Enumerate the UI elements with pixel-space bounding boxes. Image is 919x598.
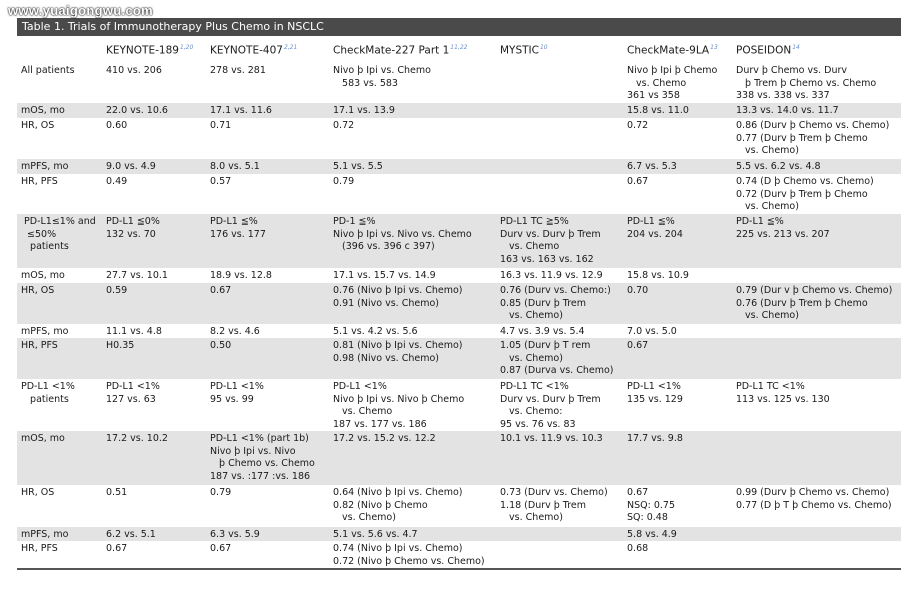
- cell-line: PD-L1 <1%: [627, 381, 681, 392]
- table-cell: [106, 326, 162, 339]
- cell-line: vs. Chemo): [500, 310, 563, 321]
- table-cell: [210, 285, 231, 298]
- cell-line: vs. Chemo: [333, 406, 393, 417]
- table-row: [17, 214, 901, 268]
- cell-line: 11.1 vs. 4.8: [106, 326, 162, 337]
- table-cell: [106, 161, 156, 174]
- table-cell: [210, 216, 266, 241]
- cell-line: 6.3 vs. 5.9: [210, 529, 260, 540]
- header-checkmate-9la: [627, 44, 718, 57]
- cell-line: mPFS, mo: [21, 161, 69, 172]
- table-cell: [500, 340, 613, 378]
- cell-line: 0.81 (Nivo þ Ipi vs. Chemo): [333, 340, 463, 351]
- cell-line: SQ: 0.48: [627, 512, 668, 523]
- cell-line: 0.77 (Durv þ Trem þ Chemo: [736, 132, 868, 144]
- row-label: [21, 285, 54, 298]
- table-cell: [736, 161, 821, 174]
- cell-line: All patients: [21, 65, 75, 76]
- table-cell: [333, 216, 472, 254]
- cell-line: 0.72: [627, 120, 649, 131]
- row-label: [21, 161, 68, 174]
- cell-line: vs. Chemo: [627, 77, 687, 89]
- table-row: [17, 174, 901, 214]
- cell-line: PD-L1 TC <1%: [736, 381, 805, 392]
- table-cell: [210, 340, 231, 353]
- cell-line: 361 vs 358: [627, 90, 680, 101]
- row-label: [21, 487, 54, 500]
- cell-line: 18.9 vs. 12.8: [210, 270, 272, 281]
- table-cell: [627, 176, 648, 189]
- cell-line: mPFS, mo: [21, 326, 69, 337]
- header-label: POSEIDON: [736, 44, 792, 57]
- table-cell: [333, 381, 464, 431]
- cell-line: PD-L1 <1% (part 1b): [210, 433, 309, 444]
- cell-line: 27.7 vs. 10.1: [106, 270, 168, 281]
- table-cell: [210, 270, 272, 283]
- table-cell: [210, 120, 231, 133]
- table-row: [17, 379, 901, 431]
- row-label: [21, 216, 96, 254]
- row-label: [21, 543, 58, 556]
- cell-line: 0.50: [210, 340, 232, 351]
- table-cell: [210, 161, 260, 174]
- cell-line: 338 vs. 338 vs. 337: [736, 90, 830, 101]
- cell-line: Durv þ Chemo vs. Durv: [736, 65, 847, 76]
- cell-line: 0.76 (Durv vs. Chemo:): [500, 285, 611, 296]
- table-row: [17, 324, 901, 338]
- cell-line: þ Trem þ Chemo vs. Chemo: [736, 77, 877, 89]
- cell-line: HR, PFS: [21, 340, 58, 351]
- cell-line: 0.79: [210, 487, 232, 498]
- row-label: [21, 529, 68, 542]
- cell-line: 0.72 (Nivo þ Chemo vs. Chemo): [333, 555, 485, 567]
- table-cell: [333, 270, 436, 283]
- header-keynote-189: [106, 44, 193, 57]
- header-label: KEYNOTE-189: [106, 44, 179, 57]
- table-cell: [210, 487, 231, 500]
- watermark: www.yuaigongwu.com: [8, 3, 154, 18]
- table-cell: [627, 270, 689, 283]
- cell-line: PD-L1 <1%: [106, 381, 160, 392]
- table-row: [17, 527, 901, 541]
- cell-line: 17.1 vs. 11.6: [210, 105, 272, 116]
- table-cell: [106, 270, 168, 283]
- cell-line: 13.3 vs. 14.0 vs. 11.7: [736, 105, 839, 116]
- table-cell: [210, 381, 264, 406]
- table-row: [17, 63, 901, 103]
- cell-line: 0.71: [210, 120, 232, 131]
- cell-line: vs. Chemo): [500, 352, 563, 364]
- table-cell: [106, 65, 162, 78]
- row-label: [21, 433, 65, 446]
- table-cell: [210, 65, 266, 78]
- header-mystic: [500, 44, 548, 57]
- cell-line: 0.77 (D þ T þ Chemo vs. Chemo): [736, 499, 892, 511]
- header-ref: 13: [710, 44, 718, 51]
- cell-line: mPFS, mo: [21, 529, 69, 540]
- table-cell: [210, 105, 272, 118]
- cell-line: H0.35: [106, 340, 135, 351]
- table-cell: [736, 285, 892, 323]
- cell-line: 0.82 (Nivo þ Chemo: [333, 499, 428, 511]
- header-label: KEYNOTE-407: [210, 44, 283, 57]
- table-cell: [736, 176, 874, 214]
- table-cell: [627, 433, 683, 446]
- header-label: MYSTIC: [500, 44, 539, 57]
- table-cell: [333, 543, 485, 568]
- cell-line: 0.72: [333, 120, 355, 131]
- cell-line: 0.60: [106, 120, 128, 131]
- cell-line: Nivo þ Ipi vs. Nivo: [210, 445, 296, 457]
- cell-line: þ Chemo vs. Chemo: [210, 458, 315, 469]
- cell-line: 0.49: [106, 176, 128, 187]
- cell-line: 204 vs. 204: [627, 228, 683, 240]
- table-cell: [736, 216, 830, 241]
- cell-line: 225 vs. 213 vs. 207: [736, 228, 830, 240]
- cell-line: 127 vs. 63: [106, 393, 156, 405]
- table-cell: [333, 326, 418, 339]
- cell-line: Nivo þ Ipi vs. Nivo vs. Chemo: [333, 228, 472, 240]
- cell-line: 135 vs. 129: [627, 393, 683, 405]
- cell-line: 0.59: [106, 285, 128, 296]
- cell-line: 5.1 vs. 5.6 vs. 4.7: [333, 529, 418, 540]
- table-cell: [106, 543, 127, 556]
- cell-line: PD-L1 <1%: [21, 381, 75, 392]
- cell-line: PD-L1 TC <1%: [500, 381, 569, 392]
- table-cell: [500, 487, 608, 525]
- header-label: CheckMate-9LA: [627, 44, 710, 57]
- cell-line: Durv vs. Durv þ Trem: [500, 393, 601, 405]
- table-cell: [627, 285, 648, 298]
- cell-line: vs. Chemo): [500, 512, 563, 523]
- cell-line: 0.79 (Dur v þ Chemo vs. Chemo): [736, 285, 893, 296]
- cell-line: 410 vs. 206: [106, 65, 162, 76]
- cell-line: 0.67: [627, 176, 649, 187]
- table-cell: [106, 176, 127, 189]
- cell-line: NSQ: 0.75: [627, 499, 675, 511]
- header-keynote-407: [210, 44, 297, 57]
- header-ref: 2,21: [283, 44, 298, 51]
- table-cell: [333, 105, 395, 118]
- table-cell: [210, 433, 315, 483]
- table-cell: [333, 529, 418, 542]
- header-checkmate-227: [333, 44, 467, 57]
- cell-line: PD-L1 <1%: [333, 381, 387, 392]
- cell-line: 0.67: [210, 543, 232, 554]
- header-ref: 1,20: [179, 44, 194, 51]
- cell-line: 17.2 vs. 15.2 vs. 12.2: [333, 433, 436, 444]
- table-cell: [333, 176, 354, 189]
- cell-line: 187 vs. 177 vs. 186: [333, 418, 427, 430]
- cell-line: vs. Chemo): [333, 512, 396, 523]
- cell-line: PD-L1 ≦0%: [106, 216, 160, 227]
- cell-line: 0.68: [627, 543, 649, 554]
- cell-line: 17.7 vs. 9.8: [627, 433, 683, 444]
- cell-line: 0.67: [627, 487, 649, 498]
- table-cell: [210, 543, 231, 556]
- cell-line: 0.70: [627, 285, 649, 296]
- table-row: [17, 268, 901, 283]
- cell-line: 0.74 (Nivo þ Ipi vs. Chemo): [333, 543, 463, 554]
- cell-line: HR, OS: [21, 285, 55, 296]
- table-cell: [500, 216, 601, 266]
- cell-line: patients: [21, 393, 69, 405]
- table-cell: [333, 120, 354, 133]
- row-label: [21, 120, 54, 133]
- row-label: [21, 105, 65, 118]
- cell-line: 0.67: [106, 543, 128, 554]
- cell-line: 6.2 vs. 5.1: [106, 529, 156, 540]
- table-cell: [736, 65, 876, 103]
- cell-line: ≤50%: [21, 228, 57, 240]
- cell-line: 0.98 (Nivo vs. Chemo): [333, 352, 439, 364]
- cell-line: 0.57: [210, 176, 232, 187]
- cell-line: 0.79: [333, 176, 355, 187]
- table-cell: [627, 120, 648, 133]
- table-cell: [333, 433, 436, 446]
- cell-line: 0.76 (Durv þ Trem þ Chemo: [736, 297, 868, 309]
- cell-line: patients: [21, 241, 69, 252]
- cell-line: Nivo þ Ipi vs. Nivo þ Chemo: [333, 393, 465, 405]
- table-cell: [106, 105, 168, 118]
- cell-line: 0.99 (Durv þ Chemo vs. Chemo): [736, 487, 890, 498]
- table-row: [17, 283, 901, 324]
- cell-line: 0.87 (Durva vs. Chemo): [500, 365, 614, 376]
- cell-line: 8.2 vs. 4.6: [210, 326, 260, 337]
- cell-line: PD-L1 ≦%: [627, 216, 675, 227]
- cell-line: 0.67: [627, 340, 649, 351]
- table-row: [17, 338, 901, 379]
- cell-line: 0.72 (Durv þ Trem þ Chemo: [736, 188, 868, 200]
- cell-line: vs. Chemo): [736, 310, 799, 321]
- cell-line: 16.3 vs. 11.9 vs. 12.9: [500, 270, 603, 281]
- header-ref: 10: [539, 44, 548, 51]
- cell-line: 176 vs. 177: [210, 228, 266, 240]
- table-cell: [736, 120, 889, 158]
- table-cell: [333, 487, 463, 525]
- cell-line: PD-L1 ≦%: [210, 216, 258, 227]
- table-cell: [106, 381, 160, 406]
- cell-line: PD-L1 ≦%: [736, 216, 784, 227]
- cell-line: PD-1 ≦%: [333, 216, 376, 227]
- table-cell: [333, 340, 463, 365]
- cell-line: 17.1 vs. 15.7 vs. 14.9: [333, 270, 436, 281]
- table-cell: [500, 433, 603, 446]
- cell-line: 278 vs. 281: [210, 65, 266, 76]
- cell-line: 1.18 (Durv þ Trem: [500, 499, 587, 511]
- table-cell: [627, 161, 677, 174]
- cell-line: PD-L1 TC ≧5%: [500, 216, 569, 227]
- table-cell: [106, 340, 134, 353]
- row-label: [21, 340, 58, 353]
- table-row: [17, 159, 901, 174]
- table-cell: [333, 65, 431, 90]
- table-cell: [736, 487, 892, 512]
- cell-line: Durv vs. Durv þ Trem: [500, 228, 601, 240]
- table-cell: [106, 216, 160, 241]
- cell-line: 5.1 vs. 5.5: [333, 161, 383, 172]
- header-ref: 11,22: [450, 44, 468, 51]
- cell-line: PD-L1≤1% and: [21, 216, 96, 227]
- table-cell: [106, 487, 127, 500]
- cell-line: vs. Chemo): [736, 145, 799, 156]
- table-row: [17, 485, 901, 527]
- cell-line: 0.86 (Durv þ Chemo vs. Chemo): [736, 120, 890, 131]
- table-row: [17, 541, 901, 568]
- cell-line: 7.0 vs. 5.0: [627, 326, 677, 337]
- table-cell: [500, 285, 611, 323]
- cell-line: 17.2 vs. 10.2: [106, 433, 168, 444]
- table-cell: [106, 433, 168, 446]
- cell-line: 132 vs. 70: [106, 228, 156, 240]
- table-cell: [333, 285, 463, 310]
- cell-line: (396 vs. 396 c 397): [333, 241, 435, 252]
- table-cell: [627, 543, 648, 556]
- header-label: CheckMate-227 Part 1: [333, 44, 450, 57]
- cell-line: 5.5 vs. 6.2 vs. 4.8: [736, 161, 821, 172]
- cell-line: HR, PFS: [21, 176, 58, 187]
- cell-line: 1.05 (Durv þ T rem: [500, 340, 591, 351]
- table-cell: [627, 529, 677, 542]
- header-poseidon: [736, 44, 800, 57]
- table-cell: [210, 529, 260, 542]
- cell-line: 0.73 (Durv vs. Chemo): [500, 487, 608, 498]
- cell-line: 5.1 vs. 4.2 vs. 5.6: [333, 326, 418, 337]
- cell-line: 0.85 (Durv þ Trem: [500, 297, 587, 309]
- table-cell: [210, 176, 231, 189]
- header-ref: 14: [792, 44, 800, 51]
- table-cell: [106, 285, 127, 298]
- table-cell: [736, 381, 830, 406]
- cell-line: 17.1 vs. 13.9: [333, 105, 395, 116]
- cell-line: Nivo þ Ipi þ Chemo: [627, 65, 718, 76]
- table-cell: [627, 105, 689, 118]
- table-cell: [500, 381, 601, 431]
- table-bottom-rule: [17, 568, 901, 570]
- table-cell: [627, 65, 717, 103]
- cell-line: 187 vs. :177 :vs. 186: [210, 470, 311, 482]
- cell-line: mOS, mo: [21, 433, 65, 444]
- cell-line: 9.0 vs. 4.9: [106, 161, 156, 172]
- cell-line: 0.74 (D þ Chemo vs. Chemo): [736, 176, 874, 187]
- cell-line: 6.7 vs. 5.3: [627, 161, 677, 172]
- cell-line: 4.7 vs. 3.9 vs. 5.4: [500, 326, 585, 337]
- cell-line: 163 vs. 163 vs. 162: [500, 253, 594, 265]
- cell-line: 113 vs. 125 vs. 130: [736, 393, 830, 405]
- table-cell: [106, 529, 156, 542]
- table-cell: [627, 216, 683, 241]
- row-label: [21, 381, 75, 406]
- table-cell: [627, 487, 675, 525]
- row-label: [21, 176, 58, 189]
- cell-line: 15.8 vs. 11.0: [627, 105, 689, 116]
- cell-line: 0.76 (Nivo þ Ipi vs. Chemo): [333, 285, 463, 296]
- cell-line: 0.67: [210, 285, 232, 296]
- table-row: [17, 431, 901, 485]
- cell-line: HR, OS: [21, 487, 55, 498]
- table-cell: [736, 105, 839, 118]
- cell-line: HR, OS: [21, 120, 55, 131]
- row-label: [21, 270, 65, 283]
- cell-line: 583 vs. 583: [333, 77, 398, 89]
- table-title: Table 1. Trials of Immunotherapy Plus Chemo in NSCLC: [17, 18, 901, 36]
- table-cell: [210, 326, 260, 339]
- cell-line: 10.1 vs. 11.9 vs. 10.3: [500, 433, 603, 444]
- table-row: [17, 103, 901, 118]
- table-cell: [106, 120, 127, 133]
- cell-line: 8.0 vs. 5.1: [210, 161, 260, 172]
- cell-line: Nivo þ Ipi vs. Chemo: [333, 65, 431, 76]
- cell-line: mOS, mo: [21, 270, 65, 281]
- cell-line: PD-L1 <1%: [210, 381, 264, 392]
- cell-line: 0.51: [106, 487, 128, 498]
- row-label: [21, 65, 75, 78]
- cell-line: vs. Chemo:: [500, 406, 563, 417]
- cell-line: 15.8 vs. 10.9: [627, 270, 689, 281]
- cell-line: 95 vs. 99: [210, 393, 254, 405]
- table-cell: [627, 326, 677, 339]
- cell-line: HR, PFS: [21, 543, 58, 554]
- cell-line: vs. Chemo: [500, 241, 560, 252]
- table-cell: [500, 270, 603, 283]
- cell-line: 95 vs. 76 vs. 83: [500, 418, 576, 430]
- cell-line: vs. Chemo): [736, 201, 799, 212]
- cell-line: 22.0 vs. 10.6: [106, 105, 168, 116]
- cell-line: 5.8 vs. 4.9: [627, 529, 677, 540]
- table-cell: [627, 381, 683, 406]
- cell-line: mOS, mo: [21, 105, 65, 116]
- table-cell: [500, 326, 585, 339]
- table-row: [17, 118, 901, 159]
- table-cell: [627, 340, 648, 353]
- row-label: [21, 326, 68, 339]
- cell-line: 0.91 (Nivo vs. Chemo): [333, 297, 439, 309]
- table-cell: [333, 161, 383, 174]
- cell-line: 0.64 (Nivo þ Ipi vs. Chemo): [333, 487, 463, 498]
